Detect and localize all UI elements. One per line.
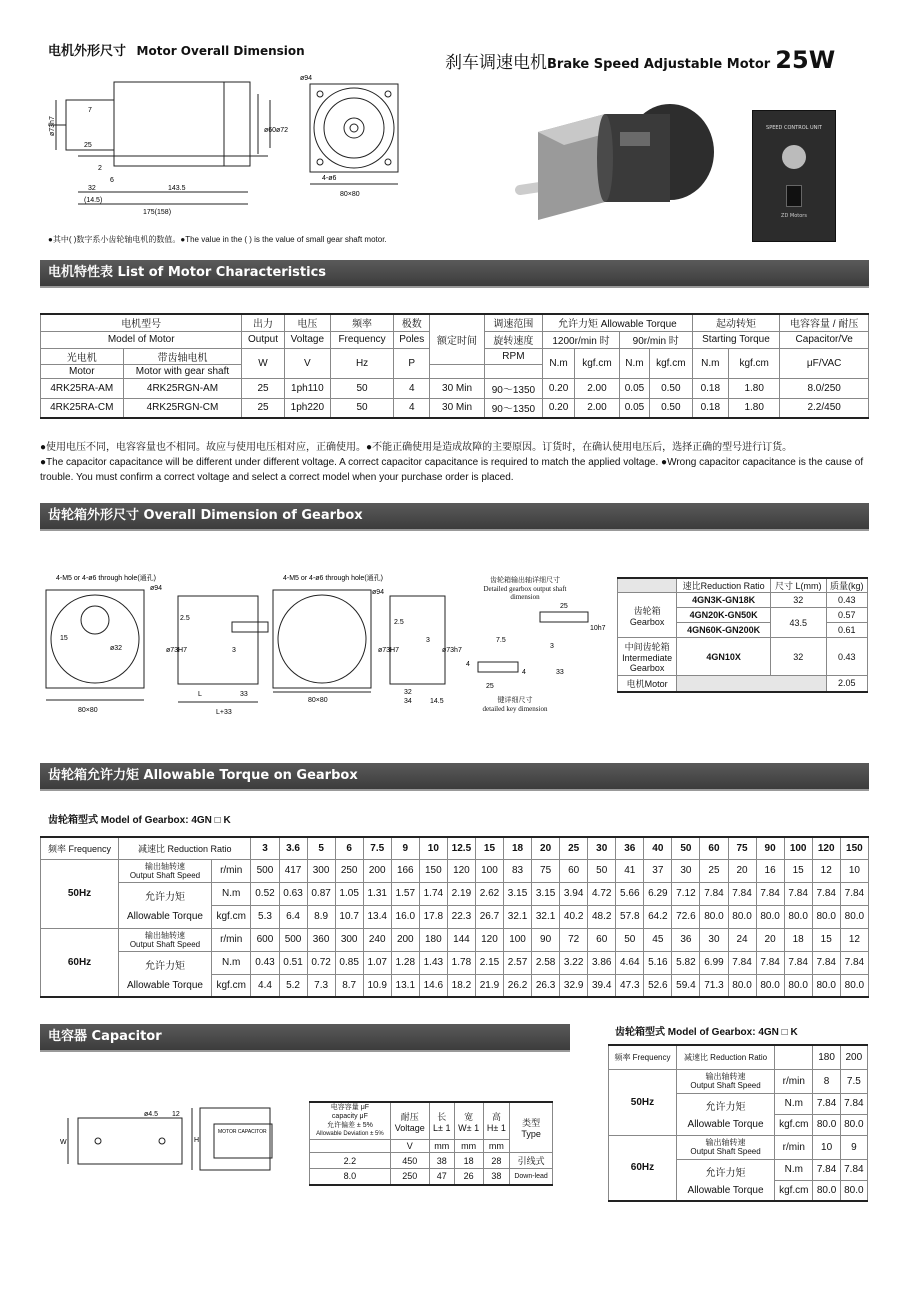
dim-title-en: Motor Overall Dimension <box>136 44 305 58</box>
svg-text:3: 3 <box>550 643 554 650</box>
table-row: 4RK25RA-CM 4RK25RGN-CM 25 1ph220 50 4 30 Min 90～1350 0.20 2.00 0.05 0.50 0.18 1.80 2.2/450 <box>41 398 869 418</box>
table-row: kgf.cm 5.3 6.4 8.9 10.7 13.4 16.0 17.8 22.3 26.7 32.1 32.1 40.2 48.2 57.8 64.2 72.6 80.0 80.0 80.0 80.0 80.0 80.0 <box>41 905 869 928</box>
dim-80x80: 80×80 <box>340 191 360 198</box>
svg-text:33: 33 <box>240 691 248 698</box>
table-row: 允许力矩 Allowable Torque N.m 0.52 0.63 0.87 1.05 1.31 1.57 1.74 2.19 2.62 3.15 3.15 3.94 4.72 5.66 6.29 7.12 7.84 7.84 7.84 7.84 7.84 7.84 <box>41 882 869 905</box>
dim-73h7: ø73h7 <box>49 116 56 136</box>
table-row: 50Hz 输出轴转速 Output Shaft Speed r/min 500 417 300 250 200 166 150 120 100 83 75 60 50 41 37 30 25 20 16 15 12 10 <box>41 859 869 882</box>
svg-text:ø73H7: ø73H7 <box>166 647 188 654</box>
section-capacitor: 电容器 Capacitor <box>40 1024 570 1052</box>
voltage-note-cn: ●使用电压不同，电容容量也不相同。故应与使用电压相对应，正确使用。●不能正确使用是造成故障的主要原因。订货时，在确认使用电压后，选择正确的型号进行订货。 <box>40 442 793 453</box>
section-characteristics: 电机特性表 List of Motor Characteristics <box>40 260 869 288</box>
small-torque-model-label: 齿轮箱型式 Model of Gearbox: 4GN □ K <box>615 1027 798 1038</box>
svg-text:ø94: ø94 <box>372 589 385 596</box>
svg-text:7.5: 7.5 <box>496 637 506 644</box>
svg-text:80×80: 80×80 <box>78 707 98 714</box>
dim-2: 2 <box>98 165 102 172</box>
svg-text:W: W <box>60 1139 67 1146</box>
gear-shaft-note: ●其中( )数字系小齿轮轴电机的数值。●The value in the ( ) is the value of small gear shaft motor. <box>48 235 387 244</box>
svg-text:25: 25 <box>560 603 568 610</box>
svg-text:ø94: ø94 <box>150 585 163 592</box>
section-allowable-torque: 齿轮箱允许力矩 Allowable Torque on Gearbox <box>40 763 869 791</box>
speed-controller-photo <box>752 110 836 242</box>
svg-text:2.5: 2.5 <box>394 619 404 626</box>
torque-model-label: 齿轮箱型式 Model of Gearbox: 4GN □ K <box>48 815 231 826</box>
dim-6: 6 <box>110 177 114 184</box>
svg-text:ø32: ø32 <box>110 645 123 652</box>
shaft-detail-caption: 齿轮箱输出轴详细尺寸 Detailed gearbox output shaft dimension <box>483 576 567 601</box>
voltage-note-en: ●The capacitor capacitance will be different under different voltage. A correct capacitor capacitance is required to match the applied voltage. ●Wrong capacitor capacitance is the cause of trouble. You must confirm a correct voltage and select a correct model when your purchase order is placed. <box>40 457 864 483</box>
svg-text:3: 3 <box>232 647 236 654</box>
voltage-note <box>40 440 869 485</box>
svg-text:10h7: 10h7 <box>590 625 606 632</box>
dim-94: ø94 <box>300 75 313 82</box>
dim-60: ø60 <box>264 127 277 134</box>
dim-32: 32 <box>88 185 96 192</box>
svg-text:H: H <box>194 1137 200 1144</box>
controller-brand: ZD Motors <box>781 213 807 219</box>
power-rating: 25W <box>775 46 836 74</box>
dim-4-6: 4-ø6 <box>322 175 337 182</box>
hole-label-1: 4-M5 or 4-ø6 through hole(通孔) <box>56 575 156 582</box>
hole-label-2: 4-M5 or 4-ø6 through hole(通孔) <box>283 575 383 582</box>
svg-text:33: 33 <box>556 669 564 676</box>
svg-text:L+33: L+33 <box>216 709 232 716</box>
svg-text:L: L <box>198 691 202 698</box>
capacitor-drawing <box>60 1098 300 1188</box>
motor-photo <box>510 92 720 232</box>
svg-text:32: 32 <box>404 689 412 696</box>
svg-text:4: 4 <box>466 661 470 668</box>
motor-side-drawing <box>48 72 298 222</box>
svg-text:ø73h7: ø73h7 <box>442 647 462 654</box>
svg-text:25: 25 <box>486 683 494 690</box>
product-title-cn: 刹车调速电机 <box>445 53 547 73</box>
svg-text:ø4.5: ø4.5 <box>144 1111 159 1118</box>
key-detail-caption: 键详细尺寸 detailed key dimension <box>482 696 548 713</box>
gearbox-size-table: 速比Reduction Ratio 尺寸 L(mm) 质量(kg) 齿轮箱 Gearbox 4GN3K-GN18K 32 0.43 4GN20K-GN50K 43.5 0.57 4GN60K-GN200K 0.61 中间齿轮箱 Intermediate Gearbox 4GN10X 32 0.43 电机Motor 2.05 <box>617 577 868 693</box>
table-row: 4RK25RA-AM 4RK25RGN-AM 25 1ph110 50 4 30 Min 90～1350 0.20 2.00 0.05 0.50 0.18 1.80 8.0/250 <box>41 378 869 398</box>
allowable-torque-table: 频率 Frequency 减速比 Reduction Ratio 3 3.6 5 6 7.5 9 10 12.5 15 18 20 25 30 36 40 50 60 75 90 100 120 150 50Hz 输出轴转速 Output Shaft Speed r/min 500 417 300 250 200 166 150 120 100 83 75 60 50 41 37 30 25 20 16 15 12 10 允许力矩 Allowable Torque N.m 0.52 0.63 0.87 1.05 1.31 1.57 1.74 2.19 2.62 3.15 3.15 3.94 4.72 5.66 6.29 7.12 7.84 7.84 7.84 7.84 7.84 7.84 kgf.cm 5.3 6.4 8.9 10.7 13.4 16.0 17.8 22.3 26.7 32.1 32.1 40.2 48.2 57.8 64.2 72.6 80.0 80.0 80.0 80.0 80.0 80.0 60Hz 输出轴转速 Output Shaft Speed r/min 600 500 360 300 240 200 180 144 120 100 90 72 60 50 45 36 30 24 20 18 15 12 允许力矩 Allowable Torque N.m 0.43 0.51 0.72 0.85 1.07 1.28 1.43 1.78 2.15 2.57 2.58 3.22 3.86 4.64 5.16 5.82 6.99 7.84 7.84 7.84 7.84 7.84 kgf.cm 4.4 5.2 7.3 8.7 10.9 13.1 14.6 18.2 21.9 26.2 26.3 32.9 39.4 47.3 52.6 59.4 71.3 80.0 80.0 80.0 80.0 80.0 <box>40 836 869 998</box>
dim-7: 7 <box>88 107 92 114</box>
svg-text:12: 12 <box>172 1111 180 1118</box>
motor-characteristics-table: 电机型号 出力 电压 频率 极数 额定时间 调速范围 允许力矩 Allowable Torque 起动转矩 电容容量 / 耐压 Model of Motor Output Voltage Frequency Poles 旋转速度 1200r/min 时 90r/min 时 Starting Torque Capacitor/Ve 光电机 带齿轴电机 W V Hz P RPM N.m kgf.cm N.m kgf.cm N.m kgf.cm μF/VAC Motor Motor with gear shaft 4RK25RA-AM 4RK25RGN-AM 25 1ph110 50 4 30 Min 90～1350 0.20 2.00 0.05 0.50 0.18 1.80 8.0/250 4RK25RA-CM 4RK25RGN-CM 25 1ph220 50 4 30 Min 90～1350 0.20 2.00 0.05 0.50 0.18 1.80 2.2/450 <box>40 313 869 419</box>
table-row: kgf.cm 4.4 5.2 7.3 8.7 10.9 13.1 14.6 18.2 21.9 26.2 26.3 32.9 39.4 47.3 52.6 59.4 71.3 80.0 80.0 80.0 80.0 80.0 <box>41 974 869 997</box>
svg-text:MOTOR CAPACITOR: MOTOR CAPACITOR <box>218 1129 267 1135</box>
capacitor-table: 电容容量 μF capacity μF 允许偏差 ± 5% Allowable Deviation ± 5% 耐压 Voltage 长 L± 1 宽 W± 1 高 H± 1 类型 Type V mm mm mm 2.2 450 38 18 28 引线式 8.0 250 47 26 38 Down-lead <box>309 1101 553 1186</box>
dim-14-5: (14.5) <box>84 197 103 204</box>
table-row: 允许力矩 Allowable Torque N.m 0.43 0.51 0.72 0.85 1.07 1.28 1.43 1.78 2.15 2.57 2.58 3.22 3.86 4.64 5.16 5.82 6.99 7.84 7.84 7.84 7.84 7.84 <box>41 951 869 974</box>
svg-text:2.5: 2.5 <box>180 615 190 622</box>
product-title-en: Brake Speed Adjustable Motor <box>547 57 771 72</box>
product-title <box>445 46 835 80</box>
dim-143-5: 143.5 <box>168 185 186 192</box>
section-gearbox-dimension: 齿轮箱外形尺寸 Overall Dimension of Gearbox <box>40 503 869 531</box>
dim-175: 175(158) <box>143 209 172 216</box>
svg-text:3: 3 <box>426 637 430 644</box>
table-row: 8.0 250 47 26 38 Down-lead <box>310 1169 553 1185</box>
table-row: 60Hz 输出轴转速 Output Shaft Speed r/min 600 500 360 300 240 200 180 144 120 100 90 72 60 50 45 36 30 24 20 18 15 12 <box>41 928 869 951</box>
controller-label: SPEED CONTROL UNIT <box>766 125 822 131</box>
table-row: 2.2 450 38 18 28 引线式 <box>310 1153 553 1169</box>
motor-dimension-title <box>48 40 305 59</box>
svg-text:14.5: 14.5 <box>430 698 444 705</box>
dim-25: 25 <box>84 142 92 149</box>
dim-title-cn: 电机外形尺寸 <box>48 44 127 59</box>
dim-72: ø72 <box>276 127 289 134</box>
small-torque-table: 频率 Frequency 减速比 Reduction Ratio 180 200 50Hz 输出轴转速 Output Shaft Speed r/min 8 7.5 允许力矩 Allowable Torque N.m 7.84 7.84 kgf.cm 80.0 80.0 60Hz 输出轴转速 Output Shaft Speed r/min 10 9 允许力矩 Allowable Torque N.m 7.84 7.84 kgf.cm 80.0 80.0 <box>608 1044 868 1202</box>
svg-text:15: 15 <box>60 635 68 642</box>
svg-text:34: 34 <box>404 698 412 705</box>
svg-text:ø73H7: ø73H7 <box>378 647 400 654</box>
svg-text:4: 4 <box>522 669 526 676</box>
motor-front-drawing <box>298 72 410 202</box>
svg-text:80×80: 80×80 <box>308 697 328 704</box>
